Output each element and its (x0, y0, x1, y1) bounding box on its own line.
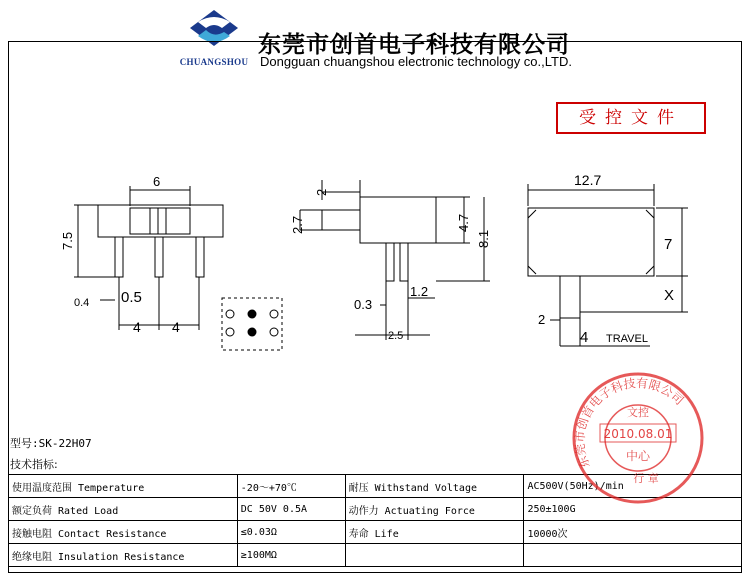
top-view (528, 184, 688, 346)
spec-value: DC 50V 0.5A (237, 498, 345, 521)
spec-value: ≥100MΩ (237, 544, 345, 567)
controlled-doc-stamp: 受控文件 (556, 102, 706, 134)
spec-label: 绝缘电阻 Insulation Resistance (9, 544, 238, 567)
dim-side-pin: 0.3 (354, 297, 373, 312)
dim-top-width: 7 (664, 236, 673, 253)
dim-side-base: 2.5 (388, 330, 404, 342)
spec-label: 耐压 Withstand Voltage (345, 475, 524, 498)
spec-label: 寿命 Life (345, 521, 524, 544)
spec-label: 额定负荷 Rated Load (9, 498, 238, 521)
side-body (360, 197, 436, 243)
dim-side-total: 8.1 (476, 229, 491, 248)
top-lever (560, 276, 580, 318)
dim-side-top: 2 (314, 188, 329, 196)
dim-pin-width: 0.5 (121, 289, 142, 306)
table-row (9, 544, 742, 567)
seal-center: 中心 (625, 449, 651, 463)
front-pin-left (115, 237, 123, 277)
dim-side-body: 4.7 (456, 213, 471, 232)
dim-pin-thick: 0.4 (74, 297, 90, 309)
side-lever (322, 210, 360, 230)
front-body (98, 205, 223, 237)
front-lever (130, 208, 190, 234)
dim-side-pin-len: 1.2 (410, 284, 429, 299)
dim-top-length: 12.7 (574, 172, 602, 188)
company-name-en: Dongguan chuangshou electronic technology co.,LTD. (260, 54, 572, 69)
technical-drawing (0, 150, 750, 355)
spec-value (524, 544, 742, 567)
dim-top-lever: 2 (538, 312, 546, 327)
spec-label: 使用温度范围 Temperature (9, 475, 238, 498)
dim-pitch-b: 4 (172, 319, 180, 335)
dim-front-height: 7.5 (60, 231, 75, 250)
model-number: 型号:SK-22H07 (10, 437, 92, 450)
spec-value: AC500V(50Hz)/min (524, 475, 742, 498)
pcb-layout (222, 298, 282, 350)
dim-top-x: X (664, 287, 675, 304)
spec-label: 动作力 Actuating Force (345, 498, 524, 521)
seal-top: 文控 (627, 406, 649, 419)
table-row (9, 521, 742, 544)
logo-text: CHUANGSHOU (179, 57, 249, 67)
dim-top-travel: 4 (580, 329, 589, 346)
spec-value: -20～+70℃ (237, 475, 345, 498)
side-view (300, 180, 490, 340)
seal-date: 2010.08.01 (603, 427, 673, 441)
dim-pitch-a: 4 (133, 319, 141, 335)
spec-value: 10000次 (524, 521, 742, 544)
spec-value: 250±100G (524, 498, 742, 521)
dim-side-lever: 2.7 (290, 215, 305, 234)
top-body (528, 208, 654, 276)
spec-label (345, 544, 524, 567)
company-name-cn: 东莞市创首电子科技有限公司 (258, 32, 570, 58)
travel-label: TRAVEL (606, 333, 648, 345)
front-pin-right (196, 237, 204, 277)
spec-value: ≤0.03Ω (237, 521, 345, 544)
dim-front-width: 6 (153, 174, 161, 189)
seal-bottom: 行 章 (633, 472, 659, 485)
front-pin-mid (155, 237, 163, 277)
spec-heading: 技术指标: (10, 458, 58, 471)
company-seal (568, 368, 708, 508)
front-view (74, 186, 223, 330)
seal-ring-text: 东莞市创首电子科技有限公司 (572, 375, 687, 471)
spec-label: 接触电阻 Contact Resistance (9, 521, 238, 544)
